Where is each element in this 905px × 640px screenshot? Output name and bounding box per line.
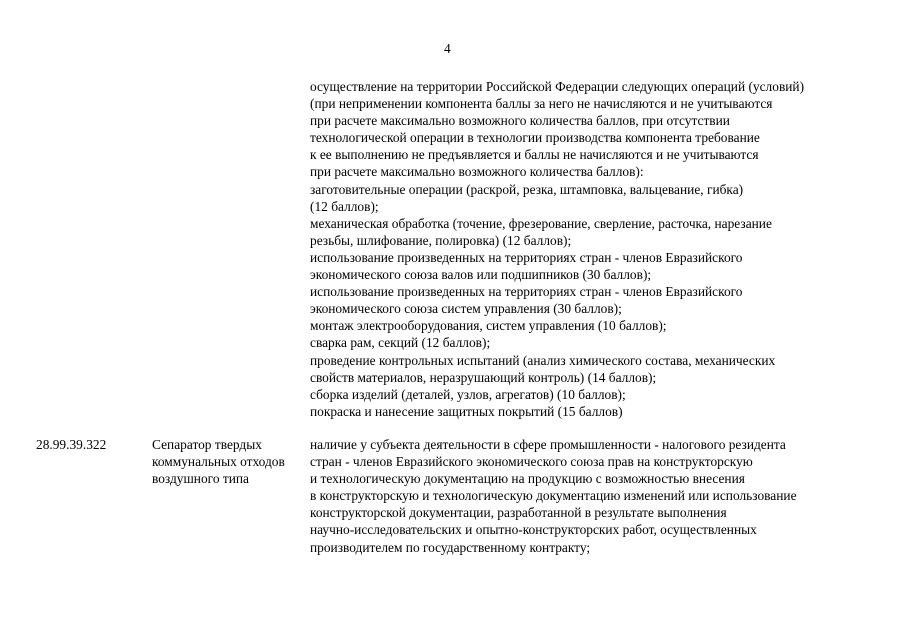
- text-line: при расчете максимально возможного количества баллов, при отсутствии: [310, 113, 730, 129]
- text-line: к ее выполнению не предъявляется и баллы не начисляются и не учитываются: [310, 147, 759, 163]
- text-line: проведение контрольных испытаний (анализ химического состава, механических: [310, 352, 776, 368]
- text-line: механическая обработка (точение, фрезерование, сверление, расточка, нарезание: [310, 215, 772, 231]
- text-line: технологической операции в технологии производства компонента требование: [310, 130, 760, 146]
- text-line: (при неприменении компонента баллы за него не начисляются и не учитываются: [310, 96, 773, 112]
- requirement-line: в конструкторскую и технологическую документацию изменений или использование: [310, 488, 797, 504]
- product-requirements: [310, 436, 797, 556]
- text-line: осуществление на территории Российской Федерации следующих операций (условий): [310, 79, 805, 94]
- text-line: использование произведенных на территориях стран - членов Евразийского: [310, 249, 743, 265]
- continuation-requirements: [310, 78, 890, 420]
- requirement-line: и технологическую документацию на продукцию с возможностью внесения: [310, 471, 745, 487]
- text-line: экономического союза систем управления (30 баллов);: [310, 301, 622, 317]
- text-line: при расчете максимально возможного количества баллов):: [310, 164, 644, 180]
- text-line: (12 баллов);: [310, 198, 379, 214]
- text-line: свойств материалов, неразрушающий контроль) (14 баллов);: [310, 369, 657, 385]
- text-line: покраска и нанесение защитных покрытий (15 баллов): [310, 403, 623, 419]
- product-name: [152, 436, 285, 487]
- requirement-line: наличие у субъекта деятельности в сфере промышленности - налогового резидента: [310, 437, 786, 452]
- page-number: 4: [444, 41, 451, 56]
- text-line: заготовительные операции (раскрой, резка, штамповка, вальцевание, гибка): [310, 181, 744, 197]
- text-line: использование произведенных на территориях стран - членов Евразийского: [310, 284, 743, 300]
- text-line: монтаж электрооборудования, систем управления (10 баллов);: [310, 318, 667, 334]
- product-code: [36, 436, 106, 453]
- requirement-line: производителем по государственному контракту;: [310, 539, 591, 555]
- product-code-text: 28.99.39.322: [36, 437, 107, 452]
- product-name-line: воздушного типа: [152, 471, 249, 487]
- text-line: сборка изделий (деталей, узлов, агрегатов) (10 баллов);: [310, 386, 626, 402]
- requirement-line: конструкторской документации, разработанной в результате выполнения: [310, 505, 727, 521]
- product-name-line: коммунальных отходов: [152, 454, 285, 470]
- text-line: экономического союза валов или подшипников (30 баллов);: [310, 267, 652, 283]
- text-line: сварка рам, секций (12 баллов);: [310, 335, 491, 351]
- requirement-line: научно-исследовательских и опытно-конструкторских работ, осуществленных: [310, 522, 757, 538]
- text-line: резьбы, шлифование, полировка) (12 баллов);: [310, 232, 572, 248]
- product-name-line: Сепаратор твердых: [152, 437, 262, 452]
- requirement-line: стран - членов Евразийского экономического союза прав на конструкторскую: [310, 454, 753, 470]
